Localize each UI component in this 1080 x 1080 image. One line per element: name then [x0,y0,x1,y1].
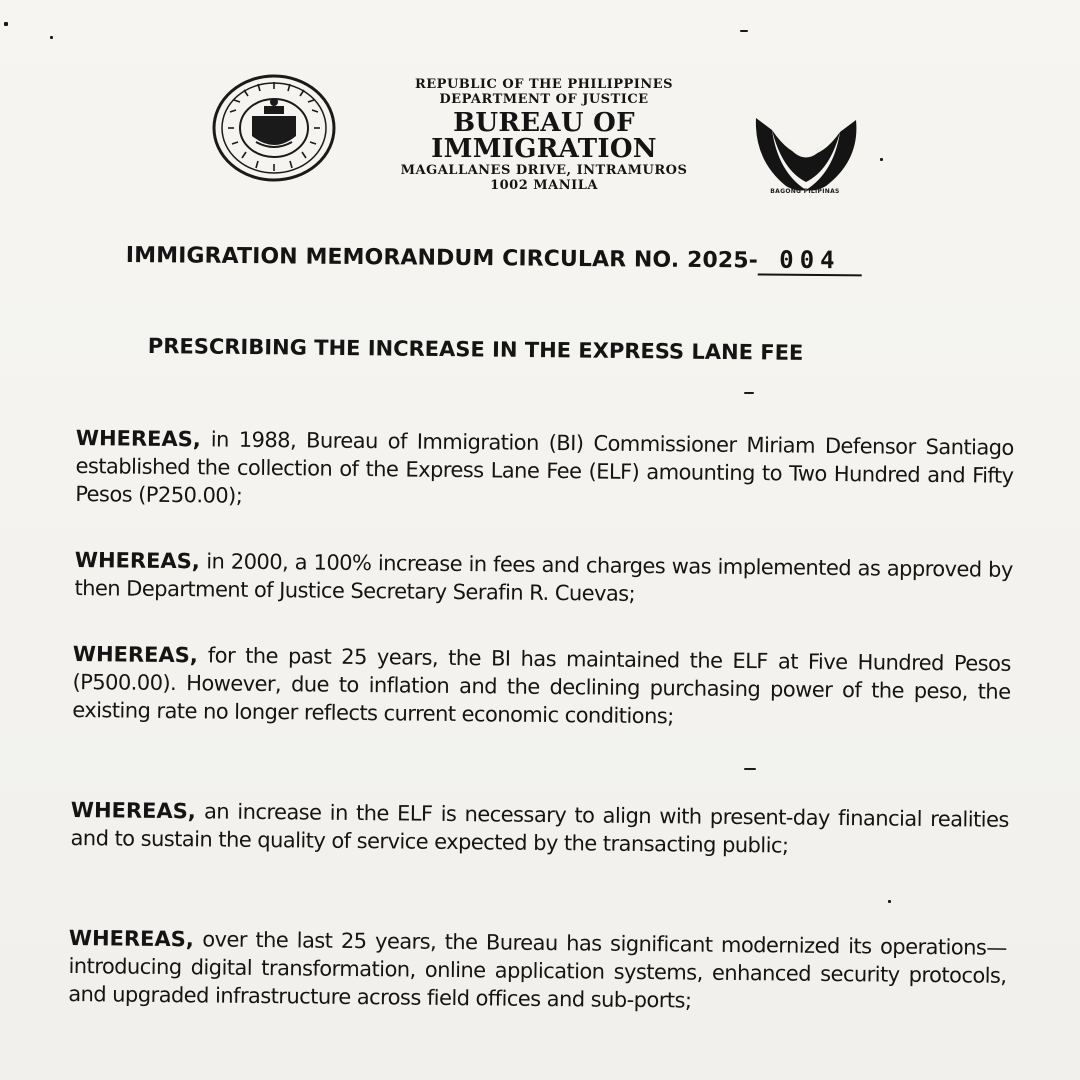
letterhead-address-street: MAGALLANES DRIVE, INTRAMUROS [400,163,688,178]
letterhead-address-city: 1002 MANILA [490,178,598,193]
whereas-keyword: WHEREAS, [74,547,200,574]
circular-number: 004 [758,246,862,277]
circular-number-line [126,240,862,276]
scan-speck [50,36,53,39]
whereas-clause [68,924,1007,1018]
bureau-seal-icon [208,72,340,184]
whereas-text: for the past 25 years, the BI has maintained the ELF at Five Hundred Pesos (P500.00). However, due to inflation and the declining purchasing power of the peso, the existing rate no longer reflects current economic conditions; [72,643,1011,729]
whereas-keyword: WHEREAS, [68,925,194,952]
logo-caption: BAGONG PILIPINAS [770,188,840,195]
scan-speck [744,768,756,770]
letterhead [340,78,748,194]
circular-label: IMMIGRATION MEMORANDUM CIRCULAR NO. 2025- [125,242,758,274]
bagong-pilipinas-logo-icon [750,108,862,200]
whereas-text: in 2000, a 100% increase in fees and charges was implemented as approved by then Department of Justice Secretary Serafin R. Cuevas; [74,549,1013,606]
letterhead-agency: BUREAU OF IMMIGRATION [431,108,657,164]
whereas-clause [75,424,1014,518]
scan-speck [740,30,748,32]
whereas-clause [74,546,1013,612]
whereas-text: an increase in the ELF is necessary to align with present-day financial realities and to sustain the quality of service expected by the transacting public; [70,799,1009,858]
document-title: PRESCRIBING THE INCREASE IN THE EXPRESS LANE FEE [147,334,804,365]
whereas-clause [72,640,1011,734]
whereas-keyword: WHEREAS, [70,797,196,824]
scan-speck [744,392,754,394]
scan-speck [880,158,883,161]
whereas-keyword: WHEREAS, [75,425,201,452]
whereas-text: in 1988, Bureau of Immigration (BI) Commissioner Miriam Defensor Santiago established the collection of the Express Lane Fee (ELF) amounting to Two Hundred and Fifty Pesos (P250.00); [75,427,1014,508]
whereas-keyword: WHEREAS, [72,641,198,668]
letterhead-department: DEPARTMENT OF JUSTICE [439,92,649,107]
scan-speck [4,22,8,26]
whereas-clause [70,796,1009,862]
whereas-text: over the last 25 years, the Bureau has significant modernized its operations— introducing digital transformation, online application systems, enhanced security protocols, and upgraded infrastructure across field offices and sub-ports; [68,927,1007,1013]
letterhead-republic: REPUBLIC OF THE PHILIPPINES [414,77,674,92]
scan-speck [888,900,891,903]
